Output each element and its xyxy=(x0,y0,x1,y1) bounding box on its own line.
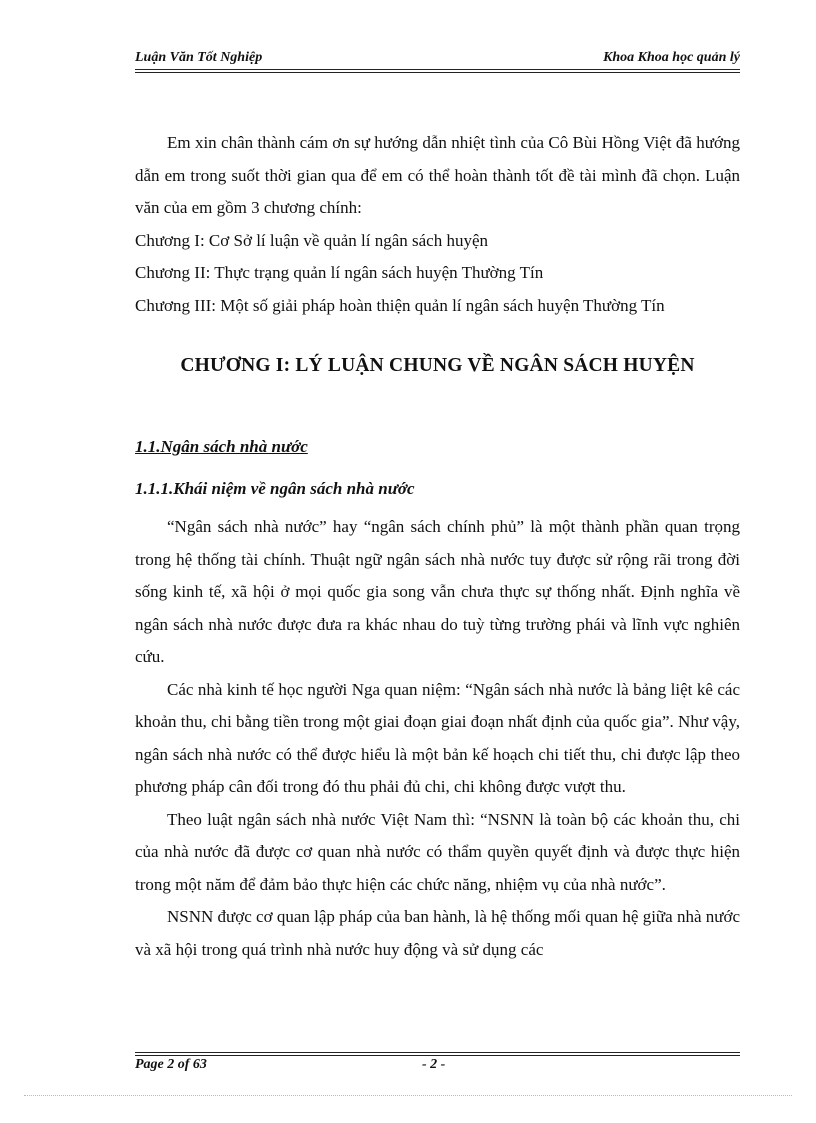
section-heading-1-1: 1.1.Ngân sách nhà nước xyxy=(135,437,308,456)
header-thesis-title: Luận Văn Tốt Nghiệp xyxy=(135,50,263,65)
header-rule-secondary xyxy=(135,72,740,73)
chapter-list-item: Chương I: Cơ Sở lí luận về quản lí ngân sách huyện xyxy=(135,230,488,250)
body-paragraph: NSNN được cơ quan lập pháp của ban hành, là hệ thống mối quan hệ giữa nhà nước và xã hội trong quá trình nhà nước huy động và sử dụng các xyxy=(135,907,740,959)
body-paragraph: “Ngân sách nhà nước” hay “ngân sách chính phủ” là một thành phần quan trọng trong hệ thống tài chính. Thuật ngữ ngân sách nhà nước tuy được sử rộng rãi trong đời sống kinh tế, xã hội ở mọi quốc gia song vẫn chưa thực sự thống nhất. Định nghĩa về ngân sách nhà nước được đưa ra khác nhau do tuỳ từng trường phái và lĩnh vực nghiên cứu. xyxy=(135,517,740,666)
intro-block xyxy=(135,127,740,322)
header-rule xyxy=(135,69,740,70)
body-paragraph: Các nhà kinh tế học người Nga quan niệm: “Ngân sách nhà nước là bảng liệt kê các khoản thu, chi bằng tiền trong một giai đoạn giai đoạn nhất định của quốc gia”. Như vậy, ngân sách nhà nước có thể được hiểu là một bản kế hoạch chi tiết thu, chi được lập theo phương pháp cân đối trong đó thu phải đủ chi, chi không được vượt thu. xyxy=(135,679,740,796)
main-text xyxy=(135,511,740,966)
page-number: - 2 - xyxy=(422,1057,446,1072)
page-count: Page 2 of 63 xyxy=(135,1057,207,1072)
chapter-list-item: Chương II: Thực trạng quản lí ngân sách huyện Thường Tín xyxy=(135,263,544,282)
footer-rule xyxy=(135,1052,740,1053)
chapter-title: CHƯƠNG I: LÝ LUẬN CHUNG VỀ NGÂN SÁCH HUYỆN xyxy=(180,355,695,376)
page-bottom-divider xyxy=(24,1095,792,1096)
body-paragraph: Theo luật ngân sách nhà nước Việt Nam thì: “NSNN là toàn bộ các khoản thu, chi của nhà nước đã được cơ quan nhà nước có thẩm quyền quyết định và được thực hiện trong một năm để đảm bảo thực hiện các chức năng, nhiệm vụ của nhà nước”. xyxy=(135,809,740,894)
footer-rule-secondary xyxy=(135,1055,740,1056)
chapter-list-item: Chương III: Một số giải pháp hoàn thiện quản lí ngân sách huyện Thường Tín xyxy=(135,295,665,315)
header-faculty: Khoa Khoa học quản lý xyxy=(603,50,740,65)
intro-paragraph: Em xin chân thành cám ơn sự hướng dẫn nhiệt tình của Cô Bùi Hồng Việt đã hướng dẫn em trong suốt thời gian qua để em có thể hoàn thành tốt đề tài mình đã chọn. Luận văn của em gồm 3 chương chính: xyxy=(135,133,740,217)
section-heading-1-1-1: 1.1.1.Khái niệm về ngân sách nhà nước xyxy=(135,479,415,498)
